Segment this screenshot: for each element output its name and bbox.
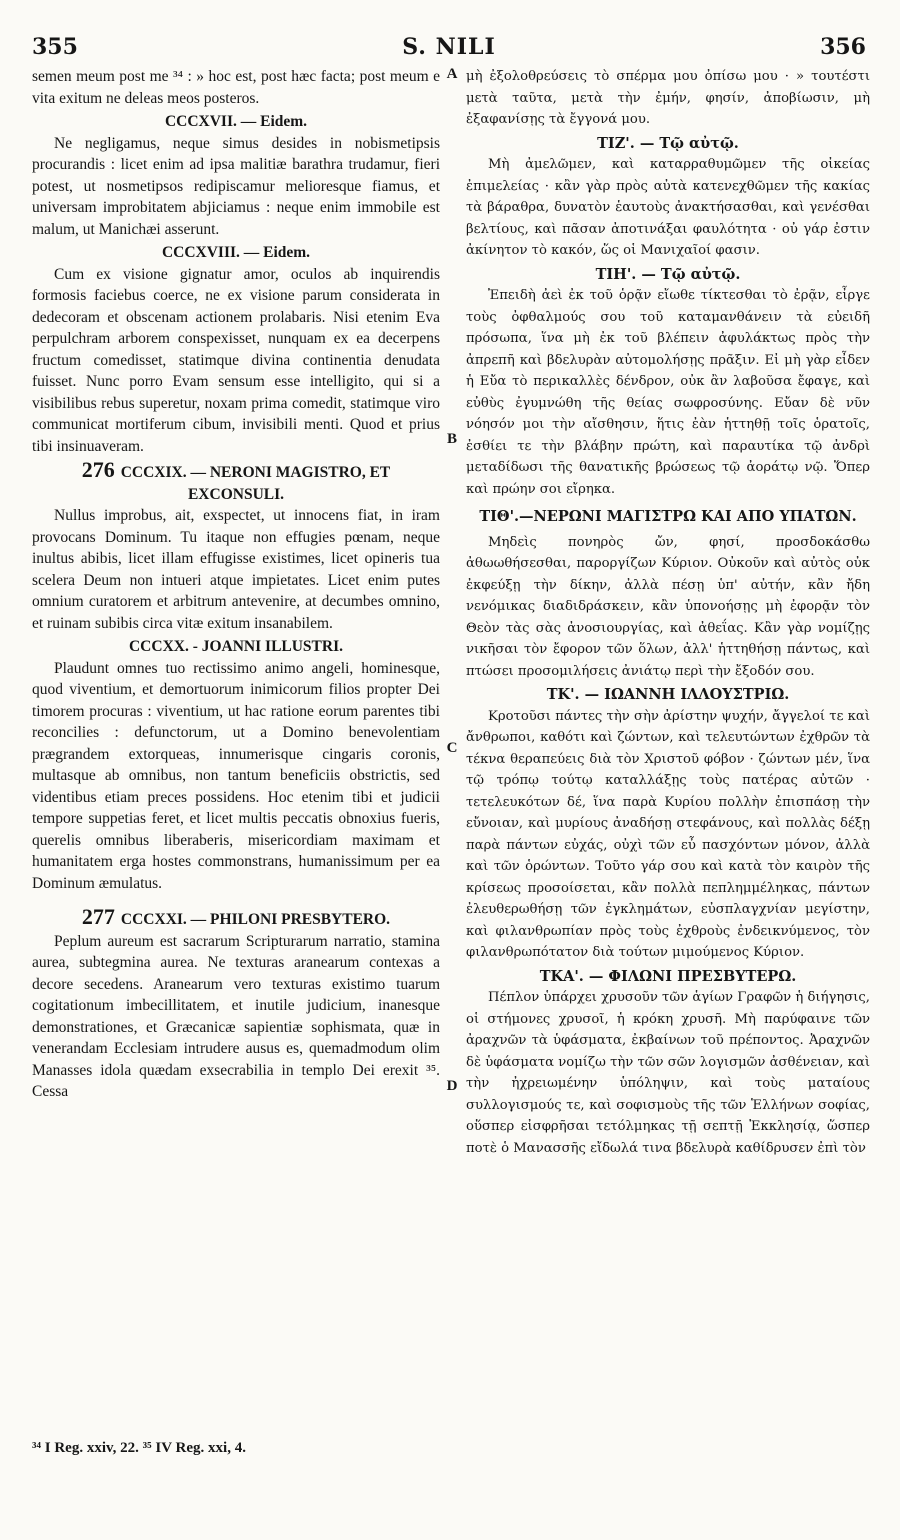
paragraph: Nullus improbus, ait, exspectet, ut innocens fiat, in iram provocans Dominum. Tu itaque non effugies pœnam, neque inultus abibis, licet illam effugisse existimes, licet opineris tua scelera Deum non intueri atque impietates. Licet enim putes omnium curatorem et arbitrum antevenire, at decumbes omnino, et ruinam subibis circa vitæ exitum insanabilem.: [32, 507, 440, 632]
section-heading: [32, 111, 440, 133]
section-heading: [466, 264, 870, 286]
column-number: 276: [81, 457, 115, 482]
page-number-right: 356: [820, 34, 866, 60]
section-heading-text: ΤΙΘ'.—ΝΕΡΩΝΙ ΜΑΓΙΣΤΡΩ ΚΑΙ ΑΠΟ ΥΠΑΤΩΝ.: [479, 508, 857, 525]
section-heading: [32, 636, 440, 658]
margin-letter-a: A: [446, 66, 458, 82]
running-title: S. NILI: [402, 34, 496, 60]
page-number-left: 355: [32, 34, 78, 60]
section-heading: [32, 906, 440, 931]
latin-column: [32, 66, 440, 1426]
section-heading-text: ΤΙΗ'. — Τῷ αὐτῷ.: [595, 265, 741, 283]
paragraph: μὴ ἐξολοθρεύσεις τὸ σπέρμα μου ὀπίσω μου · » τουτέστι μετὰ ταῦτα, μετὰ τὴν ἐμήν, φησίν, ἀποβίωσιν, μὴ ἐξαφανίσῃς τὰ ἔγγονά μου.: [466, 69, 870, 127]
margin-letter-d: D: [446, 1078, 458, 1094]
section-heading-text: ΤΚ'. — ΙΩΑΝΝΗ ΙΛΛΟΥΣΤΡΙΩ.: [546, 686, 790, 703]
greek-column: [466, 66, 870, 1426]
section-heading-text: ΤΙΖ'. — Τῷ αὐτῷ.: [597, 134, 739, 152]
section-heading-text: CCCXVIII. — Eidem.: [161, 244, 311, 261]
paragraph: Ne negligamus, neque simus desides in nobismetipsis procurandis : licet enim ad ipsa malitiæ barathra trudamur, fieri potest, ut nosmetipsos redipiscamur melioresque fiamus, et universam improbitatem abjiciamus : neque enim immobile est malum, ut Manichæi asserunt.: [32, 134, 440, 238]
section-heading-text: CCCXIX. — NERONI MAGISTRO, ET EXCONSULI.: [120, 464, 391, 503]
section-heading: [32, 459, 440, 505]
paragraph: Peplum aureum est sacrarum Scripturarum narratio, stamina aurea, subtegmina aurea. Ne texturas aranearum contexas a decore secedens. Aranearum vero texturas existimo tuarum cogitationum imbecillitatem, et inutile judicium, inanesque demonstrationes, et Græcanicæ sapientiæ sophismata, quæ in venerandam Ecclesiam intrudere ausus es, quemadmodum olim Manasses idola quædam exsecrabilia in templo Dei erexit ³⁵. Cessa: [32, 932, 440, 1100]
section-heading: [466, 966, 870, 988]
section-heading: [466, 684, 870, 706]
paragraph: Πέπλον ὑπάρχει χρυσοῦν τῶν ἁγίων Γραφῶν ἡ διήγησις, οἱ στήμονες χρυσοῖ, ἡ κρόκη χρυσῆ. Μὴ παρύφαινε τῶν ἀραχνῶν τὰ ὑφάσματα, ἐκβαίνων τοῦ πρέποντος. Ἀραχνῶν δὲ ὑφάσματα νομίζω τὴν τῶν σῶν λογισμῶν ἀσθένειαν, καὶ τὴν ἠχρειωμένην ὑπόληψιν, καὶ τοὺς ματαίους συλλογισμούς τε, καὶ σοφισμοὺς τῆς τῶν Ἑλλήνων σοφίας, οὕσπερ εἰσφρῆσαι τετόλμηκας τῇ σεπτῇ Ἐκκλησίᾳ, ὥσπερ ποτὲ ὁ Μανασσῆς εἴδωλά τινα βδελυρὰ καθίδρυσεν ἐπὶ τὸν: [466, 990, 870, 1156]
section-heading: [466, 506, 870, 528]
section-heading: [466, 133, 870, 155]
paragraph: Μηδεὶς πονηρὸς ὤν, φησί, προσδοκάσθω ἀθωωθήσεσθαι, παροργίζων Κύριον. Οὐκοῦν καὶ αὐτὸς οὐκ ἐκφεύξῃ τὴν δίκην, ἀλλὰ πέσῃ ὑπ' αὐτήν, κἂν ἤδη νενόμικας διαδιδράσκειν, κἂν ὑπονοήσῃς μὴ ἐφορᾷν τὸν Θεὸν τὰς σὰς ἀνοσιουργίας, καὶ ἀθεΐας. Κἂν γὰρ νομίζῃς νικῆσαι τὸν ἔφορον τῶν ὅλων, ἀλλ' ἡττηθήσῃ πάντως, καὶ πτώσει προσομιλήσεις ἀνιάτῳ περὶ τὴν ἔξοδόν σου.: [466, 534, 870, 679]
margin-letter-c: C: [446, 740, 458, 756]
column-number: 277: [81, 904, 115, 929]
section-heading-text: ΤΚΑ'. — ΦΙΛΩΝΙ ΠΡΕΣΒΥΤΕΡΩ.: [539, 967, 797, 985]
paragraph: Κροτοῦσι πάντες τὴν σὴν ἀρίστην ψυχήν, ἄγγελοί τε καὶ ἄνθρωποι, καθότι καὶ ζώντων, καὶ τελευτώντων ἐχθρῶν τὰ τέκνα θεραπεύεις διὰ τὸν Χριστοῦ φόβον · ζώντων μέν, ἵνα τῷ τρόπῳ τούτῳ καταλλάξῃς τοὺς πατέρας αὐτῶν · τετελευκότων δέ, ἵνα παρὰ Κυρίου πολλὴν ἐπισπάσῃ τὴν εὔνοιαν, καὶ μυρίους ἀναδήσῃ στεφάνους, καὶ πολλὰς δέξῃ παρὰ πάντων εὐχάς, οὐχὶ τῶν εὖ πασχόντων μόνον, ἀλλὰ καὶ τῶν ὁρώντων. Τοῦτο γάρ σου καὶ κατὰ τὸν καιρὸν τῆς κρίσεως προσοίσεται, κἂν πολλὰ πεπλημμέληκας, πάντων ἐλευθερωθήσῃ τῶν ἐγκλημάτων, εὐσπλαγχνίαν μεγίστην, καὶ φιλανθρωπίαν πρὸς τοὺς ἐχθροὺς ἐνδεικνύμενος, τὸν φιλανθρωπότατον διὰ τούτων μιμούμενος Κύριον.: [466, 708, 870, 960]
running-head: [32, 34, 866, 64]
paragraph: Μὴ ἀμελῶμεν, καὶ καταρραθυμῶμεν τῆς οἰκείας ἐπιμελείας · κἂν γὰρ πρὸς αὐτὰ κατενεχθῶμεν τῆς κακίας τὰ βάραθρα, δυνατὸν ἑαυτοὺς ἀνακτήσασθαι, καὶ γενέσθαι βελτίους, καὶ πᾶσαν ἀποτινάξαι φαυλότητα · οὐ γάρ ἐστιν ἀκίνητον τὸ κακόν, ὥς οἱ Μανιχαῖοί φασιν.: [466, 157, 870, 258]
paragraph: Plaudunt omnes tuo rectissimo animo angeli, hominesque, quod viventium, et demortuorum inimicorum filios propter Dei timorem procuras : viventium, ut hac ratione eorum parentes tibi reconcilies : defunctorum, ut a Domino benevolentiam prægrandem extorqueas, innumerisque cingaris coronis, multasque ab omnibus, non tantum beneficiis obstrictis, sed videntibus etiam preces possidens. Hoc etenim tibi et judicii tempore suppetias feret, et licet multis peccatis obnoxius fueris, querelis omnibus liberaberis, misericordiam maximam et humanitatem erga hostes commonstrans, humanissimum per ea Dominum æmulatus.: [32, 659, 440, 892]
footnotes: ³⁴ I Reg. xxiv, 22. ³⁵ IV Reg. xxi, 4.: [32, 1440, 246, 1456]
paragraph: semen meum post me ³⁴ : » hoc est, post hæc facta; post meum e vita exitum ne deleas meos posteros.: [32, 68, 440, 107]
spacer: [32, 894, 440, 904]
section-heading-text: CCCXXI. — PHILONI PRESBYTERO.: [120, 911, 391, 928]
section-heading: [32, 242, 440, 264]
section-heading-text: CCCXVII. — Eidem.: [164, 113, 308, 130]
section-heading-text: CCCXX. - JOANNI ILLUSTRI.: [128, 638, 343, 655]
paragraph: Cum ex visione gignatur amor, oculos ab inquirendis formosis faciebus coerce, ne ex visione parum considerata in dedecoram et obscenam actionem prolabaris. Nisi etenim Eva perpulchram arborem conspexisset, nunquam ex ea decerpens fructum comedisset, statimque divina continentia denudata fuisset. Nunc porro Evam sensum esse intelligito, qui si a visibilibus rebus superetur, noxam prima comedit, statimque viro communicat mortiferum cibum, invisibili menti. Quod et prius tibi insinuaveram.: [32, 265, 440, 455]
paragraph: Ἐπειδὴ ἀεὶ ἐκ τοῦ ὁρᾷν εἴωθε τίκτεσθαι τὸ ἐρᾷν, εἶργε τοὺς ὀφθαλμούς σου τοῦ καταμανθάνειν τὰ εὐειδῆ πρόσωπα, ἵνα μὴ ἐκ τοῦ βλέπειν ἀφυλάκτως πρὸς τὴν ἀπρεπῆ καὶ βδελυρὰν αὐτομολήσῃς πρᾶξιν. Εἰ μὴ γὰρ εἶδεν ἡ Εὔα τὸ περικαλλὲς δένδρον, οὐκ ἂν λαβοῦσα ἔφαγε, καὶ εὐθὺς ἐγυμνώθη τῆς θείας σωφροσύνης. Εὔαν δὲ νῦν νόησόν μοι τὴν αἴσθησιν, ἥτις ἐὰν ἡττηθῇ τοῖς ὁρατοῖς, ἐσθίει τε τὴν βλάβην πρώτη, καὶ παραυτίκα τῷ ἀνδρὶ μεταδίδωσι τῆς θανατικῆς βρώσεως τῷ ἀοράτῳ νῷ. Ὅπερ καὶ πρώην σοι εἴρηκα.: [466, 288, 870, 497]
margin-letter-b: B: [446, 431, 457, 447]
